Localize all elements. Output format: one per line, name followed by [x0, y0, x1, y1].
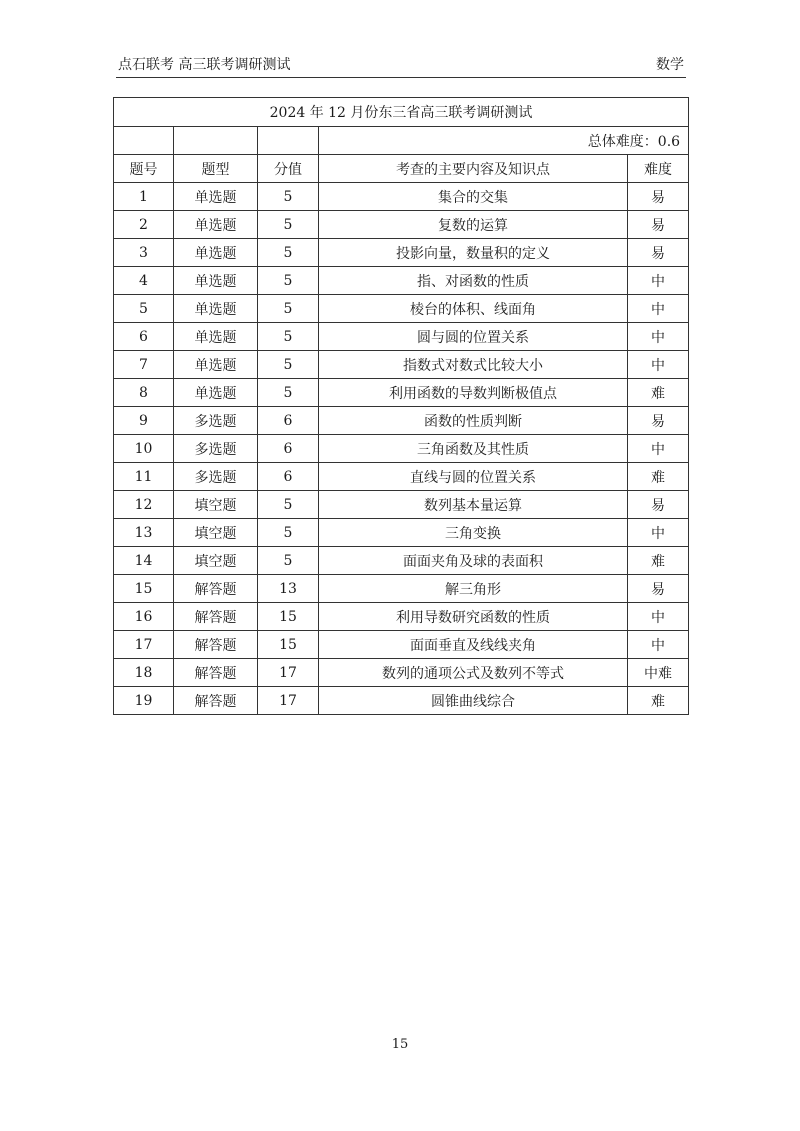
- question-number-cell: 16: [114, 603, 174, 631]
- question-type-cell: 单选题: [174, 351, 258, 379]
- difficulty-cell: 中: [628, 351, 689, 379]
- column-header-content: 考查的主要内容及知识点: [319, 155, 628, 183]
- score-cell: 5: [258, 379, 319, 407]
- table-row: [114, 631, 689, 659]
- difficulty-cell: 中: [628, 631, 689, 659]
- table-row: [114, 351, 689, 379]
- question-number-cell: 11: [114, 463, 174, 491]
- column-header-difficulty: 难度: [628, 155, 689, 183]
- table-row: [114, 183, 689, 211]
- page-number: 15: [391, 1037, 409, 1052]
- knowledge-point-cell: 数列的通项公式及数列不等式: [319, 659, 628, 687]
- table-row: [114, 323, 689, 351]
- knowledge-point-cell: 函数的性质判断: [319, 407, 628, 435]
- question-number-cell: 14: [114, 547, 174, 575]
- question-type-cell: 单选题: [174, 379, 258, 407]
- score-cell: 17: [258, 687, 319, 715]
- knowledge-point-cell: 投影向量，数量积的定义: [319, 239, 628, 267]
- difficulty-cell: 中: [628, 323, 689, 351]
- knowledge-point-cell: 直线与圆的位置关系: [319, 463, 628, 491]
- question-number-cell: 12: [114, 491, 174, 519]
- table-row: [114, 379, 689, 407]
- difficulty-cell: 易: [628, 239, 689, 267]
- empty-cell: [114, 127, 174, 155]
- difficulty-cell: 易: [628, 211, 689, 239]
- score-cell: 6: [258, 407, 319, 435]
- question-number-cell: 1: [114, 183, 174, 211]
- question-number-cell: 5: [114, 295, 174, 323]
- knowledge-point-cell: 指数式对数式比较大小: [319, 351, 628, 379]
- column-header-number: 题号: [114, 155, 174, 183]
- table-title: 2024 年 12 月份东三省高三联考调研测试: [114, 98, 689, 127]
- header-exam-name: 点石联考 高三联考调研测试: [118, 57, 291, 73]
- question-type-cell: 多选题: [174, 407, 258, 435]
- header-subject: 数学: [656, 57, 684, 73]
- question-number-cell: 4: [114, 267, 174, 295]
- difficulty-cell: 难: [628, 379, 689, 407]
- knowledge-point-cell: 圆与圆的位置关系: [319, 323, 628, 351]
- score-cell: 6: [258, 463, 319, 491]
- table-row: [114, 575, 689, 603]
- knowledge-point-cell: 面面垂直及线线夹角: [319, 631, 628, 659]
- knowledge-point-cell: 利用函数的导数判断极值点: [319, 379, 628, 407]
- question-number-cell: 2: [114, 211, 174, 239]
- knowledge-point-cell: 圆锥曲线综合: [319, 687, 628, 715]
- score-cell: 5: [258, 211, 319, 239]
- score-cell: 5: [258, 239, 319, 267]
- question-number-cell: 7: [114, 351, 174, 379]
- question-number-cell: 9: [114, 407, 174, 435]
- question-number-cell: 8: [114, 379, 174, 407]
- score-cell: 5: [258, 519, 319, 547]
- table-row: [114, 547, 689, 575]
- table-row: [114, 407, 689, 435]
- table-title-row: [114, 98, 689, 127]
- table-row: [114, 603, 689, 631]
- difficulty-cell: 中: [628, 267, 689, 295]
- question-type-cell: 填空题: [174, 519, 258, 547]
- empty-cell: [174, 127, 258, 155]
- exam-analysis-table: [113, 97, 689, 715]
- table-row: [114, 659, 689, 687]
- question-type-cell: 单选题: [174, 295, 258, 323]
- question-type-cell: 解答题: [174, 575, 258, 603]
- knowledge-point-cell: 数列基本量运算: [319, 491, 628, 519]
- table-row: [114, 687, 689, 715]
- score-cell: 17: [258, 659, 319, 687]
- table-row: [114, 267, 689, 295]
- column-header-score: 分值: [258, 155, 319, 183]
- score-cell: 15: [258, 603, 319, 631]
- difficulty-cell: 中: [628, 519, 689, 547]
- difficulty-cell: 中: [628, 603, 689, 631]
- knowledge-point-cell: 利用导数研究函数的性质: [319, 603, 628, 631]
- table-row: [114, 519, 689, 547]
- knowledge-point-cell: 指、对函数的性质: [319, 267, 628, 295]
- question-type-cell: 解答题: [174, 659, 258, 687]
- difficulty-cell: 易: [628, 407, 689, 435]
- question-type-cell: 单选题: [174, 323, 258, 351]
- difficulty-cell: 易: [628, 183, 689, 211]
- question-number-cell: 6: [114, 323, 174, 351]
- table-row: [114, 491, 689, 519]
- question-type-cell: 解答题: [174, 631, 258, 659]
- question-type-cell: 解答题: [174, 687, 258, 715]
- difficulty-cell: 易: [628, 491, 689, 519]
- score-cell: 13: [258, 575, 319, 603]
- overall-difficulty-row: [114, 127, 689, 155]
- table-row: [114, 463, 689, 491]
- question-type-cell: 解答题: [174, 603, 258, 631]
- question-number-cell: 10: [114, 435, 174, 463]
- question-type-cell: 多选题: [174, 435, 258, 463]
- knowledge-point-cell: 解三角形: [319, 575, 628, 603]
- header-rule: [116, 77, 686, 78]
- score-cell: 5: [258, 491, 319, 519]
- table-row: [114, 295, 689, 323]
- question-type-cell: 单选题: [174, 239, 258, 267]
- question-number-cell: 18: [114, 659, 174, 687]
- question-number-cell: 19: [114, 687, 174, 715]
- difficulty-cell: 难: [628, 463, 689, 491]
- score-cell: 5: [258, 351, 319, 379]
- knowledge-point-cell: 集合的交集: [319, 183, 628, 211]
- score-cell: 15: [258, 631, 319, 659]
- knowledge-point-cell: 棱台的体积、线面角: [319, 295, 628, 323]
- question-type-cell: 单选题: [174, 267, 258, 295]
- difficulty-cell: 中: [628, 295, 689, 323]
- score-cell: 5: [258, 323, 319, 351]
- question-number-cell: 17: [114, 631, 174, 659]
- knowledge-point-cell: 三角函数及其性质: [319, 435, 628, 463]
- empty-cell: [258, 127, 319, 155]
- difficulty-cell: 中难: [628, 659, 689, 687]
- score-cell: 5: [258, 267, 319, 295]
- score-cell: 5: [258, 183, 319, 211]
- question-type-cell: 单选题: [174, 183, 258, 211]
- difficulty-cell: 中: [628, 435, 689, 463]
- column-header-row: [114, 155, 689, 183]
- question-type-cell: 填空题: [174, 547, 258, 575]
- question-number-cell: 3: [114, 239, 174, 267]
- column-header-type: 题型: [174, 155, 258, 183]
- knowledge-point-cell: 三角变换: [319, 519, 628, 547]
- question-number-cell: 13: [114, 519, 174, 547]
- score-cell: 6: [258, 435, 319, 463]
- question-number-cell: 15: [114, 575, 174, 603]
- running-header: [118, 54, 684, 76]
- question-type-cell: 单选题: [174, 211, 258, 239]
- question-type-cell: 多选题: [174, 463, 258, 491]
- difficulty-cell: 难: [628, 547, 689, 575]
- table-row: [114, 211, 689, 239]
- score-cell: 5: [258, 547, 319, 575]
- score-cell: 5: [258, 295, 319, 323]
- overall-difficulty: 总体难度：0.6: [319, 127, 689, 155]
- knowledge-point-cell: 复数的运算: [319, 211, 628, 239]
- table-row: [114, 435, 689, 463]
- knowledge-point-cell: 面面夹角及球的表面积: [319, 547, 628, 575]
- difficulty-cell: 难: [628, 687, 689, 715]
- difficulty-cell: 易: [628, 575, 689, 603]
- question-type-cell: 填空题: [174, 491, 258, 519]
- table-row: [114, 239, 689, 267]
